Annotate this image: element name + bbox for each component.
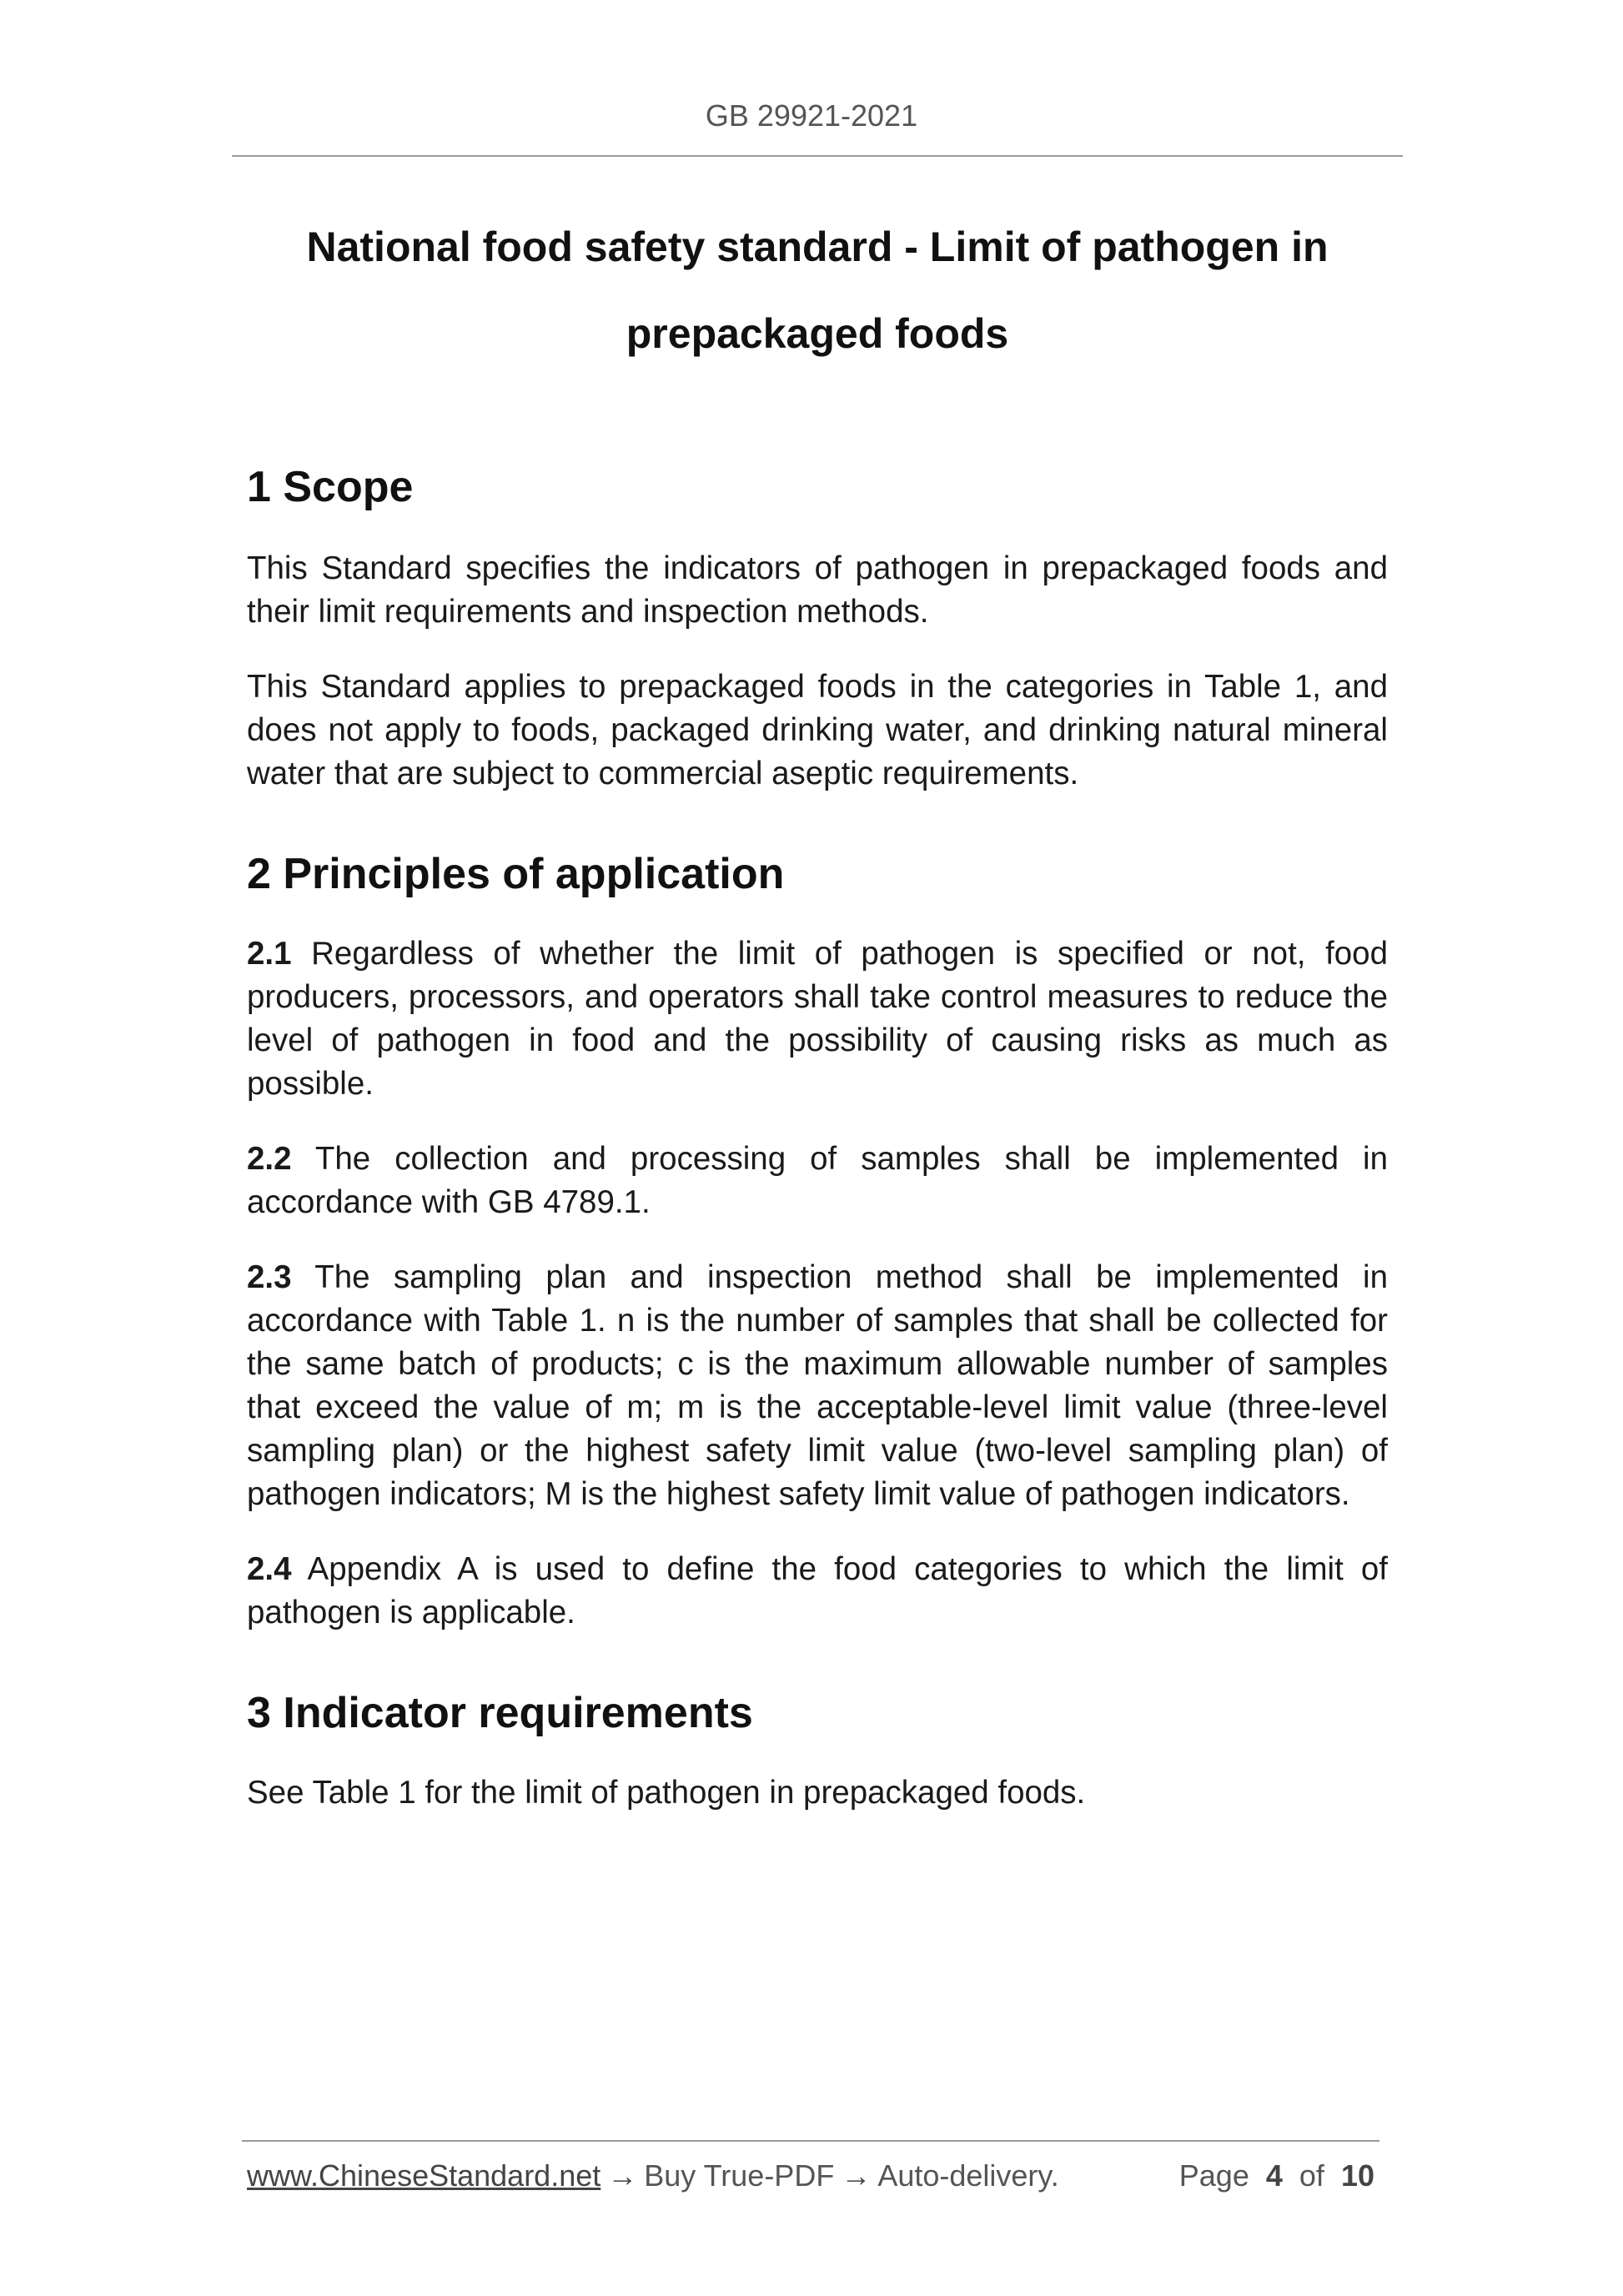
section-heading-principles: 2 Principles of application (247, 850, 785, 898)
clause-number: 2.2 (247, 1141, 292, 1177)
clause-2-2 (247, 1138, 1388, 1224)
section-heading-indicators: 3 Indicator requirements (247, 1689, 753, 1737)
title-line-2: prepackaged foods (626, 310, 1009, 357)
header-divider (232, 155, 1403, 157)
page-label: Page (1178, 2158, 1249, 2193)
clause-2-1 (247, 932, 1388, 1106)
document-code: GB 29921-2021 (705, 98, 918, 133)
document-body (247, 457, 1388, 1815)
page-footer (247, 2158, 1381, 2202)
page-indicator (1179, 2158, 1374, 2193)
clause-number: 2.1 (247, 936, 292, 972)
clause-text: The collection and processing of samples shall be implemented in accordance with GB 4789.1. (247, 1141, 1388, 1220)
title-line-1: National food safety standard - Limit of pathogen in (306, 224, 1329, 270)
of-label: of (1299, 2158, 1324, 2193)
section-heading-scope: 1 Scope (247, 463, 414, 511)
arrow-right-icon: → (607, 2158, 638, 2193)
delivery-text: Auto-delivery. (877, 2158, 1059, 2193)
clause-2-4 (247, 1548, 1388, 1635)
footer-promo (247, 2158, 1059, 2193)
clause-text: Appendix A is used to define the food categories to which the limit of pathogen is applicable. (247, 1551, 1388, 1630)
indicators-paragraph: See Table 1 for the limit of pathogen in prepackaged foods. (247, 1775, 1086, 1811)
document-title (232, 203, 1403, 377)
footer-divider (242, 2140, 1379, 2142)
scope-paragraph-1: This Standard specifies the indicators of pathogen in prepackaged foods and their limit requirements and inspection methods. (247, 550, 1388, 630)
clause-text: Regardless of whether the limit of pathogen is specified or not, food producers, processors, and operators shall take control measures to reduce the level of pathogen in food and the possibility of causing risks as much as possible. (247, 936, 1388, 1102)
arrow-right-icon: → (841, 2158, 872, 2193)
current-page-number: 4 (1265, 2158, 1283, 2193)
clause-text: The sampling plan and inspection method shall be implemented in accordance with Table 1. n is the number of samples that shall be collected for the same batch of products; c is the maximum allowable number of samples that exceed the value of m; m is the acceptable-level limit value (three-level sampling plan) or the highest safety limit value (two-level sampling plan) of pathogen indicators; M is the highest safety limit value of pathogen indicators. (247, 1259, 1388, 1512)
clause-number: 2.4 (247, 1551, 292, 1587)
total-pages-number: 10 (1340, 2158, 1374, 2193)
scope-paragraph-2: This Standard applies to prepackaged foods in the categories in Table 1, and does not apply to foods, packaged drinking water, and drinking natural mineral water that are subject to commercial aseptic requirements. (247, 669, 1388, 791)
website-link[interactable]: www.ChineseStandard.net (247, 2158, 601, 2193)
clause-2-3 (247, 1256, 1388, 1516)
buy-pdf-text: Buy True-PDF (644, 2158, 835, 2193)
clause-number: 2.3 (247, 1259, 292, 1295)
